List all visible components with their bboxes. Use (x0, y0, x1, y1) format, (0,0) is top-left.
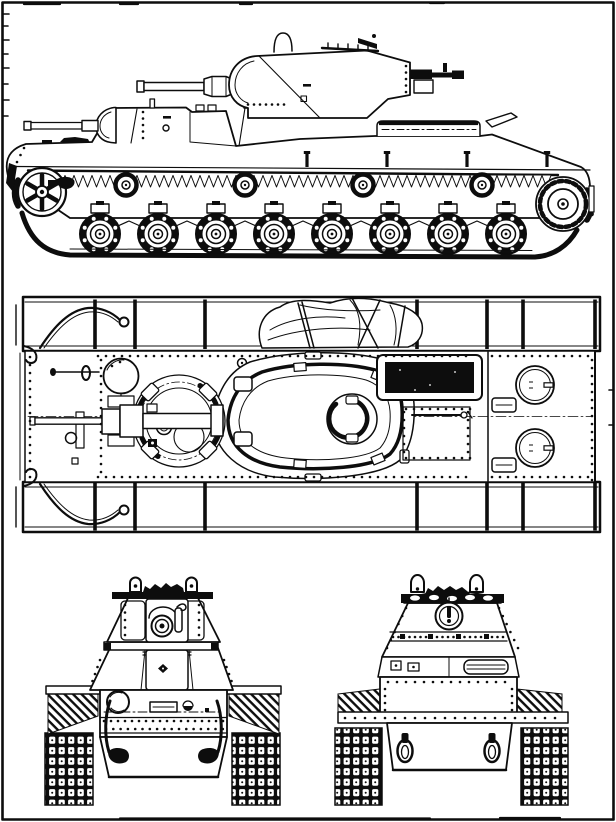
cupola (274, 33, 292, 52)
lifting-lug-right (186, 578, 197, 593)
drive-sprocket (536, 177, 591, 231)
main-gun-muzzle-front (152, 616, 173, 637)
rear-mid-section (378, 657, 519, 677)
front-gun-barrel (24, 121, 98, 132)
rear-lower-plate (387, 723, 512, 770)
headlight-plan (82, 366, 90, 380)
engine-deck-box (377, 121, 480, 136)
front-turret-top-band (112, 592, 213, 599)
rear-machine-gun (410, 63, 464, 93)
track-band-bottom (16, 482, 600, 532)
main-turret-body (229, 51, 410, 119)
rear-fender-left (338, 689, 380, 712)
rear-view (335, 575, 568, 805)
front-track-right (232, 733, 280, 805)
front-main-turret (107, 578, 220, 643)
rear-fender-right (517, 689, 562, 712)
engine-grille (377, 355, 482, 400)
front-collar (104, 642, 218, 650)
front-track-left (45, 733, 93, 805)
rear-lifting-lug-right (470, 575, 483, 592)
main-turret-hatch (327, 394, 377, 444)
rear-lifting-lug-left (411, 575, 424, 592)
tarp-bundle (259, 298, 422, 348)
exhaust-fin (486, 113, 517, 127)
rear-fender-band (338, 712, 568, 723)
rear-track-left (335, 728, 382, 805)
front-hull (100, 690, 227, 777)
front-fender-right (229, 694, 279, 734)
rear-track-right (521, 728, 568, 805)
aa-rail (322, 34, 378, 51)
main-gun-barrel (137, 77, 232, 97)
front-view (45, 578, 281, 806)
muffler (464, 660, 508, 674)
lifting-lug-left (130, 578, 141, 593)
plan-view (16, 297, 600, 532)
rear-bracket (589, 186, 594, 212)
side-view (6, 33, 594, 257)
front-lower-turret (90, 648, 233, 690)
front-fender-left (48, 694, 98, 734)
